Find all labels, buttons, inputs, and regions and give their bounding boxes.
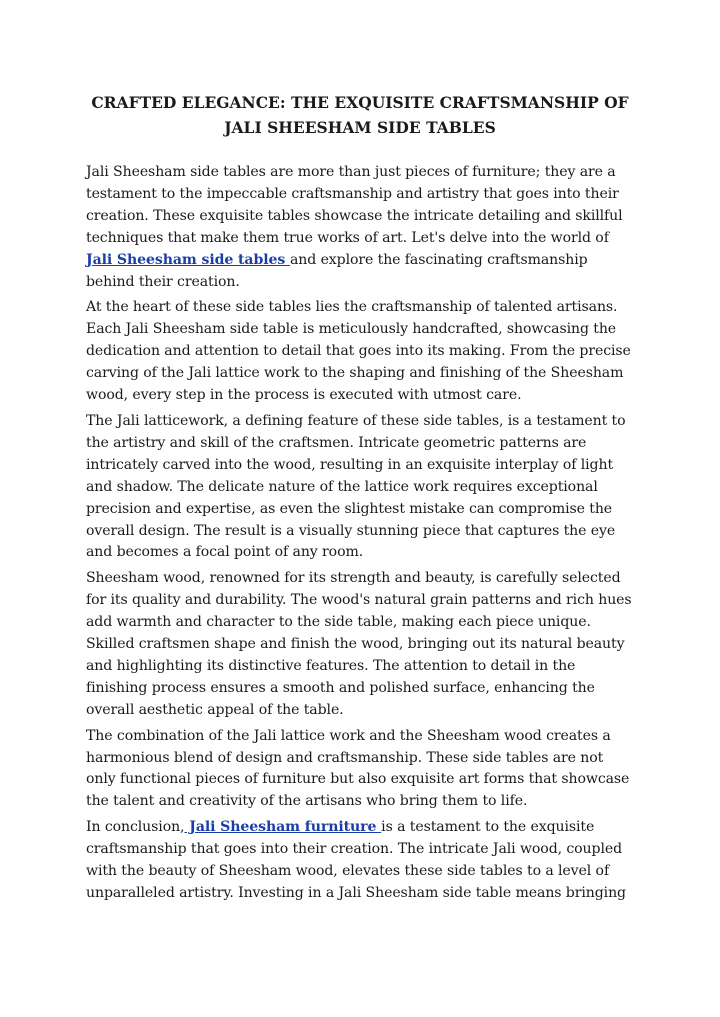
paragraph-intro (86, 162, 634, 293)
jali-sheesham-side-tables-link[interactable]: Jali Sheesham side tables (86, 251, 290, 268)
paragraph-conclusion (86, 817, 634, 905)
jali-sheesham-furniture-link[interactable]: Jali Sheesham furniture (184, 819, 382, 836)
paragraph-conclusion-text-before: In conclusion, (86, 819, 185, 836)
document-title (86, 90, 634, 140)
paragraph-sheesham-wood: Sheesham wood, renowned for its strength and beauty, is carefully selected for its quality and durability. The wood's natural grain patterns and rich hues add warmth and character to the side table, making each piece unique. Skilled craftsmen shape and finish the wood, bringing out its natural beauty and highlighting its distinctive features. The attention to detail in the finishing process ensures a smooth and polished surface, enhancing the overall aesthetic appeal of the table. (86, 570, 632, 718)
title-line-1: CRAFTED ELEGANCE: THE EXQUISITE CRAFTSMANSHIP OF (91, 93, 629, 112)
document-page (86, 90, 634, 909)
paragraph-craftsmanship: At the heart of these side tables lies the craftsmanship of talented artisans. Each Jali Sheesham side table is meticulously handcrafted, showcasing the dedication and attention to detail that goes into its making. From the precise carving of the Jali lattice work to the shaping and finishing of the Sheesham wood, every step in the process is executed with utmost care. (86, 299, 631, 404)
paragraph-combination: The combination of the Jali lattice work and the Sheesham wood creates a harmonious blend of design and craftsmanship. These side tables are not only functional pieces of furniture but also exquisite art forms that showcase the talent and creativity of the artisans who bring them to life. (86, 727, 630, 810)
title-line-2: JALI SHEESHAM SIDE TABLES (224, 118, 496, 137)
paragraph-conclusion-text-after: is a testament to the exquisite craftsmanship that goes into their creation. The intricate Jali wood, coupled with the beauty of Sheesham wood, elevates these side tables to a level of unparalleled artistry. Investing in a Jali Sheesham side table means bringing (86, 819, 626, 901)
paragraph-intro-text-before: Jali Sheesham side tables are more than just pieces of furniture; they are a testament to the impeccable craftsmanship and artistry that goes into their creation. These exquisite tables showcase the intricate detailing and skillful techniques that make them true works of art. Let's delve into the world of (86, 164, 623, 246)
paragraph-latticework: The Jali latticework, a defining feature of these side tables, is a testament to the artistry and skill of the craftsmen. Intricate geometric patterns are intricately carved into the wood, resulting in an exquisite interplay of light and shadow. The delicate nature of the lattice work requires exceptional precision and expertise, as even the slightest mistake can compromise the overall design. The result is a visually stunning piece that captures the eye and becomes a focal point of any room. (86, 412, 626, 561)
paragraph-intro-text-after: and explore the fascinating craftsmanship behind their creation. (86, 251, 588, 290)
